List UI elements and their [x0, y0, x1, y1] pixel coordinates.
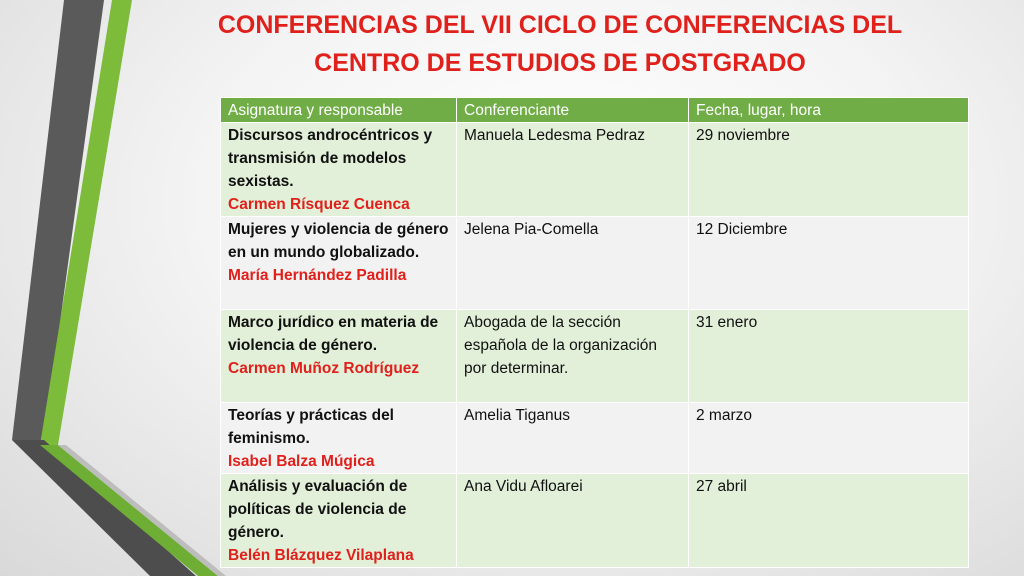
- header-date: Fecha, lugar, hora: [689, 98, 969, 123]
- responsible-name: Isabel Balza Múgica: [228, 453, 375, 470]
- title-line-1: CONFERENCIAS DEL VII CICLO DE CONFERENCIAS DEL: [217, 11, 903, 39]
- gray-stripe-lower: [12, 440, 196, 576]
- responsible-name: Belén Blázquez Vilaplana: [228, 547, 414, 564]
- subject-text: Análisis y evaluación de políticas de violencia de género.: [228, 478, 408, 541]
- table-row: [221, 123, 969, 217]
- date-cell: 27 abril: [689, 474, 969, 568]
- date-cell: 31 enero: [689, 310, 969, 403]
- table-row: [221, 217, 969, 310]
- subject-cell: [221, 474, 457, 568]
- table-row: [221, 474, 969, 568]
- speaker-cell: Jelena Pia-Comella: [457, 217, 689, 310]
- subject-text: Marco jurídico en materia de violencia de género.: [228, 314, 439, 354]
- responsible-name: María Hernández Padilla: [228, 267, 407, 284]
- speaker-cell: Ana Vidu Afloarei: [457, 474, 689, 568]
- table-row: [221, 310, 969, 403]
- speaker-cell: Manuela Ledesma Pedraz: [457, 123, 689, 217]
- date-cell: 2 marzo: [689, 403, 969, 474]
- slide-title: [150, 6, 970, 82]
- conference-table: [220, 97, 969, 568]
- subject-cell: [221, 310, 457, 403]
- header-speaker: Conferenciante: [457, 98, 689, 123]
- subject-text: Discursos androcéntricos y transmisión de modelos sexistas.: [228, 127, 433, 190]
- subject-cell: [221, 123, 457, 217]
- date-cell: 29 noviembre: [689, 123, 969, 217]
- conference-table-wrapper: [220, 97, 968, 568]
- responsible-name: Carmen Rísquez Cuenca: [228, 196, 410, 213]
- speaker-cell: Abogada de la sección española de la organización por determinar.: [457, 310, 689, 403]
- green-stripe-lower: [40, 445, 218, 576]
- speaker-cell: Amelia Tiganus: [457, 403, 689, 474]
- table-row: [221, 403, 969, 474]
- table-header-row: [221, 98, 969, 123]
- subject-text: Mujeres y violencia de género en un mundo globalizado.: [228, 221, 449, 261]
- subject-text: Teorías y prácticas del feminismo.: [228, 407, 394, 447]
- subject-cell: [221, 403, 457, 474]
- title-line-2: CENTRO DE ESTUDIOS DE POSTGRADO: [314, 49, 806, 77]
- date-cell: 12 Diciembre: [689, 217, 969, 310]
- header-subject: Asignatura y responsable: [221, 98, 457, 123]
- responsible-name: Carmen Muñoz Rodríguez: [228, 360, 420, 377]
- subject-cell: [221, 217, 457, 310]
